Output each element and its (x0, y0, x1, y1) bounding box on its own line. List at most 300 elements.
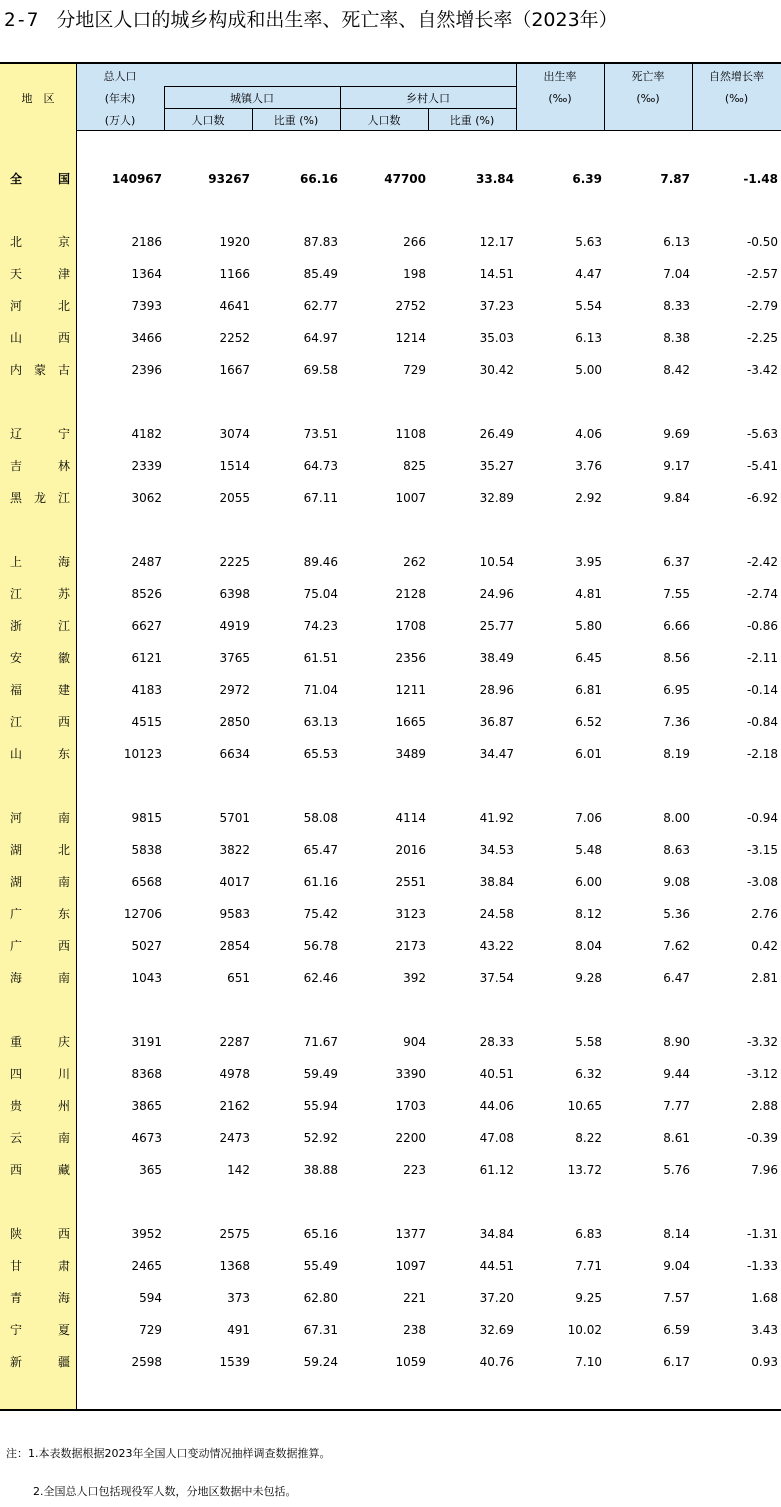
region-name: 新 疆 (10, 1355, 70, 1369)
cell-birth: 6.39 (572, 172, 602, 186)
cell-rural-pct: 25.77 (479, 619, 514, 633)
table-row (0, 968, 781, 988)
cell-growth: -2.42 (746, 555, 778, 569)
cell-rural: 2200 (395, 1131, 426, 1145)
cell-rural-pct: 38.49 (479, 651, 514, 665)
table-row (0, 872, 781, 892)
cell-urban: 4017 (219, 875, 250, 889)
region-name: 青 海 (10, 1291, 70, 1305)
cell-rural: 729 (403, 363, 426, 377)
cell-total: 3466 (131, 331, 162, 345)
header-urban-population: 人口数 (191, 114, 225, 127)
cell-urban-pct: 71.67 (303, 1035, 338, 1049)
table-row (0, 232, 781, 252)
region-name: 广 东 (10, 907, 70, 921)
region-name: 天 津 (10, 267, 70, 281)
cell-rural: 2752 (395, 299, 426, 313)
region-name: 河 北 (10, 299, 70, 313)
cell-urban-pct: 61.51 (303, 651, 338, 665)
cell-rural-pct: 35.03 (479, 331, 514, 345)
cell-death: 6.95 (663, 683, 690, 697)
cell-urban-pct: 55.49 (303, 1259, 338, 1273)
cell-rural: 4114 (395, 811, 426, 825)
cell-rural: 1708 (395, 619, 426, 633)
cell-death: 6.66 (663, 619, 690, 633)
cell-total: 6627 (131, 619, 162, 633)
table-row (0, 744, 781, 764)
header-rural-share: 比重 (%) (449, 114, 495, 127)
cell-death: 8.33 (663, 299, 690, 313)
header-natural-growth: 自然增长率 (709, 70, 764, 83)
cell-urban-pct: 38.88 (303, 1163, 338, 1177)
cell-urban-pct: 52.92 (303, 1131, 338, 1145)
cell-rural: 904 (403, 1035, 426, 1049)
cell-urban: 2473 (219, 1131, 250, 1145)
cell-rural: 47700 (384, 172, 426, 186)
cell-total: 3191 (131, 1035, 162, 1049)
table-row (0, 712, 781, 732)
cell-death: 9.08 (663, 875, 690, 889)
cell-birth: 5.63 (575, 235, 602, 249)
cell-rural: 392 (403, 971, 426, 985)
header-rural: 乡村人口 (406, 92, 450, 105)
cell-urban-pct: 66.16 (300, 172, 338, 186)
cell-growth: -5.41 (746, 459, 778, 473)
cell-rural: 221 (403, 1291, 426, 1305)
cell-urban: 142 (227, 1163, 250, 1177)
cell-birth: 10.65 (567, 1099, 602, 1113)
region-name: 安 徽 (10, 651, 70, 665)
cell-urban-pct: 61.16 (303, 875, 338, 889)
cell-total: 3952 (131, 1227, 162, 1241)
cell-urban-pct: 74.23 (303, 619, 338, 633)
cell-rural: 2356 (395, 651, 426, 665)
cell-urban: 1368 (219, 1259, 250, 1273)
cell-death: 8.42 (663, 363, 690, 377)
cell-urban-pct: 65.16 (303, 1227, 338, 1241)
cell-birth: 6.81 (575, 683, 602, 697)
table-body (0, 130, 781, 1409)
table-row (0, 1128, 781, 1148)
cell-growth: -2.57 (746, 267, 778, 281)
cell-rural-pct: 32.89 (479, 491, 514, 505)
cell-rural-pct: 38.84 (479, 875, 514, 889)
cell-total: 2396 (131, 363, 162, 377)
cell-death: 8.19 (663, 747, 690, 761)
table-title-text: 分地区人口的城乡构成和出生率、死亡率、自然增长率（2023年） (56, 9, 618, 31)
cell-total: 4515 (131, 715, 162, 729)
cell-death: 7.62 (663, 939, 690, 953)
cell-rural-pct: 28.96 (479, 683, 514, 697)
cell-urban: 9583 (219, 907, 250, 921)
cell-growth: -1.33 (746, 1259, 778, 1273)
cell-total: 12706 (123, 907, 162, 921)
cell-urban: 1920 (219, 235, 250, 249)
cell-growth: 2.88 (751, 1099, 778, 1113)
cell-birth: 10.02 (567, 1323, 602, 1337)
cell-death: 7.57 (663, 1291, 690, 1305)
cell-urban: 4641 (219, 299, 250, 313)
cell-growth: -2.79 (746, 299, 778, 313)
cell-rural: 1108 (395, 427, 426, 441)
cell-urban: 1514 (219, 459, 250, 473)
table-row (0, 488, 781, 508)
region-name: 吉 林 (10, 459, 70, 473)
cell-growth: 1.68 (751, 1291, 778, 1305)
cell-total: 10123 (123, 747, 162, 761)
cell-birth: 7.10 (575, 1355, 602, 1369)
cell-rural-pct: 24.96 (479, 587, 514, 601)
cell-urban: 2287 (219, 1035, 250, 1049)
cell-growth: -2.25 (746, 331, 778, 345)
cell-rural-pct: 40.76 (479, 1355, 514, 1369)
cell-total: 140967 (111, 172, 162, 186)
cell-total: 3062 (131, 491, 162, 505)
cell-birth: 5.54 (575, 299, 602, 313)
cell-growth: -1.48 (743, 172, 778, 186)
cell-rural-pct: 32.69 (479, 1323, 514, 1337)
cell-urban-pct: 75.04 (303, 587, 338, 601)
cell-urban: 2162 (219, 1099, 250, 1113)
cell-rural-pct: 33.84 (476, 172, 514, 186)
table-row (0, 424, 781, 444)
cell-death: 7.04 (663, 267, 690, 281)
cell-rural: 2551 (395, 875, 426, 889)
cell-growth: 3.43 (751, 1323, 778, 1337)
region-name: 海 南 (10, 971, 70, 985)
cell-death: 8.56 (663, 651, 690, 665)
cell-birth: 9.28 (575, 971, 602, 985)
cell-growth: 7.96 (751, 1163, 778, 1177)
cell-birth: 6.32 (575, 1067, 602, 1081)
cell-rural-pct: 44.51 (479, 1259, 514, 1273)
region-name: 河 南 (10, 811, 70, 825)
cell-urban-pct: 55.94 (303, 1099, 338, 1113)
cell-urban: 6634 (219, 747, 250, 761)
cell-death: 9.44 (663, 1067, 690, 1081)
header-urban: 城镇人口 (230, 92, 274, 105)
cell-rural-pct: 43.22 (479, 939, 514, 953)
region-name: 江 西 (10, 715, 70, 729)
header-birth-rate: 出生率 (543, 70, 577, 83)
cell-rural-pct: 24.58 (479, 907, 514, 921)
cell-birth: 4.81 (575, 587, 602, 601)
cell-rural: 262 (403, 555, 426, 569)
cell-urban-pct: 73.51 (303, 427, 338, 441)
header-total-unit: (万人) (104, 114, 136, 127)
region-name: 江 苏 (10, 587, 70, 601)
header-birth-rate-unit: (‰) (548, 92, 572, 105)
cell-birth: 6.45 (575, 651, 602, 665)
cell-urban-pct: 67.31 (303, 1323, 338, 1337)
cell-urban-pct: 64.97 (303, 331, 338, 345)
cell-urban: 2854 (219, 939, 250, 953)
cell-death: 9.04 (663, 1259, 690, 1273)
cell-urban: 3822 (219, 843, 250, 857)
table-row (0, 1032, 781, 1052)
cell-urban-pct: 62.80 (303, 1291, 338, 1305)
cell-rural: 1665 (395, 715, 426, 729)
cell-rural-pct: 37.23 (479, 299, 514, 313)
cell-birth: 6.52 (575, 715, 602, 729)
table-row (0, 1352, 781, 1372)
cell-urban: 491 (227, 1323, 250, 1337)
cell-total: 5838 (131, 843, 162, 857)
cell-urban-pct: 59.49 (303, 1067, 338, 1081)
cell-growth: -0.39 (746, 1131, 778, 1145)
cell-birth: 3.95 (575, 555, 602, 569)
cell-urban-pct: 64.73 (303, 459, 338, 473)
cell-death: 6.17 (663, 1355, 690, 1369)
cell-growth: -3.32 (746, 1035, 778, 1049)
table-row (0, 264, 781, 284)
cell-total: 2465 (131, 1259, 162, 1273)
table-row (0, 904, 781, 924)
cell-death: 7.87 (660, 172, 690, 186)
cell-urban: 2850 (219, 715, 250, 729)
cell-growth: -0.86 (746, 619, 778, 633)
cell-rural-pct: 30.42 (479, 363, 514, 377)
cell-birth: 3.76 (575, 459, 602, 473)
header-natural-growth-unit: (‰) (724, 92, 749, 105)
table-row (0, 680, 781, 700)
region-name: 四 川 (10, 1067, 70, 1081)
cell-growth: -3.12 (746, 1067, 778, 1081)
header-rural-population: 人口数 (367, 114, 401, 127)
cell-urban: 2575 (219, 1227, 250, 1241)
cell-total: 7393 (131, 299, 162, 313)
cell-total: 3865 (131, 1099, 162, 1113)
cell-rural-pct: 36.87 (479, 715, 514, 729)
cell-urban: 4978 (219, 1067, 250, 1081)
cell-urban-pct: 71.04 (303, 683, 338, 697)
region-name: 北 京 (10, 235, 70, 249)
cell-urban: 1539 (219, 1355, 250, 1369)
region-name: 福 建 (10, 683, 70, 697)
table-row (0, 1064, 781, 1084)
table-row (0, 616, 781, 636)
cell-death: 8.00 (663, 811, 690, 825)
header-urban-share: 比重 (%) (273, 114, 319, 127)
cell-urban-pct: 62.77 (303, 299, 338, 313)
region-name: 黑龙江 (10, 491, 70, 505)
region-name: 全 国 (10, 172, 70, 186)
table-row (0, 808, 781, 828)
table-row (0, 296, 781, 316)
region-name: 广 西 (10, 939, 70, 953)
cell-growth: -1.31 (746, 1227, 778, 1241)
cell-total: 4182 (131, 427, 162, 441)
cell-death: 7.55 (663, 587, 690, 601)
cell-rural-pct: 14.51 (479, 267, 514, 281)
cell-urban: 3765 (219, 651, 250, 665)
cell-urban: 2055 (219, 491, 250, 505)
cell-growth: -6.92 (746, 491, 778, 505)
cell-total: 365 (139, 1163, 162, 1177)
cell-total: 1043 (131, 971, 162, 985)
cell-urban-pct: 69.58 (303, 363, 338, 377)
note-1: 注：1.本表数据根据2023年全国人口变动情况抽样调查数据推算。 (6, 1447, 331, 1460)
table-row (0, 1096, 781, 1116)
table-row (0, 552, 781, 572)
region-name: 湖 南 (10, 875, 70, 889)
cell-total: 2487 (131, 555, 162, 569)
cell-total: 9815 (131, 811, 162, 825)
cell-rural: 1097 (395, 1259, 426, 1273)
region-name: 辽 宁 (10, 427, 70, 441)
cell-rural-pct: 35.27 (479, 459, 514, 473)
header-total: 总人口 (103, 70, 137, 83)
table-title (4, 4, 618, 36)
table-row (0, 840, 781, 860)
table-row (0, 1160, 781, 1180)
table-row (0, 648, 781, 668)
cell-total: 2186 (131, 235, 162, 249)
cell-rural: 3489 (395, 747, 426, 761)
cell-death: 8.63 (663, 843, 690, 857)
cell-birth: 5.58 (575, 1035, 602, 1049)
cell-urban: 3074 (219, 427, 250, 441)
cell-rural-pct: 28.33 (479, 1035, 514, 1049)
cell-death: 6.13 (663, 235, 690, 249)
cell-rural-pct: 34.53 (479, 843, 514, 857)
cell-birth: 6.01 (575, 747, 602, 761)
cell-growth: -3.08 (746, 875, 778, 889)
region-name: 云 南 (10, 1131, 70, 1145)
cell-rural: 1007 (395, 491, 426, 505)
cell-total: 4673 (131, 1131, 162, 1145)
cell-death: 8.90 (663, 1035, 690, 1049)
cell-rural: 1377 (395, 1227, 426, 1241)
cell-urban-pct: 56.78 (303, 939, 338, 953)
cell-rural-pct: 34.47 (479, 747, 514, 761)
cell-death: 6.59 (663, 1323, 690, 1337)
cell-birth: 9.25 (575, 1291, 602, 1305)
table-row (0, 1256, 781, 1276)
cell-urban: 93267 (208, 172, 250, 186)
cell-death: 7.77 (663, 1099, 690, 1113)
cell-birth: 7.06 (575, 811, 602, 825)
cell-rural: 238 (403, 1323, 426, 1337)
cell-urban: 5701 (219, 811, 250, 825)
cell-total: 594 (139, 1291, 162, 1305)
table-row (0, 360, 781, 380)
cell-death: 9.17 (663, 459, 690, 473)
cell-total: 6121 (131, 651, 162, 665)
cell-birth: 5.00 (575, 363, 602, 377)
cell-death: 7.36 (663, 715, 690, 729)
header-death-rate-unit: (‰) (636, 92, 660, 105)
cell-growth: -0.14 (746, 683, 778, 697)
table-row (0, 1288, 781, 1308)
header-region: 地 区 (21, 92, 55, 105)
cell-birth: 6.83 (575, 1227, 602, 1241)
cell-growth: -3.15 (746, 843, 778, 857)
region-name: 宁 夏 (10, 1323, 70, 1337)
cell-rural: 2128 (395, 587, 426, 601)
cell-rural-pct: 10.54 (479, 555, 514, 569)
cell-growth: 2.76 (751, 907, 778, 921)
region-name: 陕 西 (10, 1227, 70, 1241)
cell-birth: 8.22 (575, 1131, 602, 1145)
cell-urban: 2252 (219, 331, 250, 345)
cell-rural-pct: 47.08 (479, 1131, 514, 1145)
cell-total: 8526 (131, 587, 162, 601)
cell-rural: 3123 (395, 907, 426, 921)
region-name: 浙 江 (10, 619, 70, 633)
cell-death: 8.38 (663, 331, 690, 345)
cell-death: 9.69 (663, 427, 690, 441)
cell-total: 2598 (131, 1355, 162, 1369)
cell-birth: 6.13 (575, 331, 602, 345)
header-divider (164, 86, 516, 87)
cell-urban-pct: 65.47 (303, 843, 338, 857)
cell-death: 5.76 (663, 1163, 690, 1177)
bottom-rule (0, 1409, 781, 1411)
cell-rural-pct: 44.06 (479, 1099, 514, 1113)
cell-birth: 4.47 (575, 267, 602, 281)
cell-death: 8.61 (663, 1131, 690, 1145)
cell-death: 5.36 (663, 907, 690, 921)
region-name: 重 庆 (10, 1035, 70, 1049)
cell-urban-pct: 65.53 (303, 747, 338, 761)
table-number: 2-7 (4, 9, 39, 31)
region-name: 山 西 (10, 331, 70, 345)
cell-urban-pct: 85.49 (303, 267, 338, 281)
cell-total: 5027 (131, 939, 162, 953)
cell-urban: 651 (227, 971, 250, 985)
cell-urban: 373 (227, 1291, 250, 1305)
cell-rural: 2016 (395, 843, 426, 857)
cell-urban-pct: 75.42 (303, 907, 338, 921)
table-row (0, 1224, 781, 1244)
cell-growth: 2.81 (751, 971, 778, 985)
cell-rural: 825 (403, 459, 426, 473)
cell-growth: -2.18 (746, 747, 778, 761)
region-name: 山 东 (10, 747, 70, 761)
cell-urban-pct: 62.46 (303, 971, 338, 985)
cell-birth: 4.06 (575, 427, 602, 441)
region-name: 贵 州 (10, 1099, 70, 1113)
cell-growth: 0.93 (751, 1355, 778, 1369)
region-name: 内蒙古 (10, 363, 70, 377)
cell-growth: -3.42 (746, 363, 778, 377)
table-row (0, 169, 781, 189)
cell-growth: -2.74 (746, 587, 778, 601)
region-name: 上 海 (10, 555, 70, 569)
cell-rural-pct: 37.20 (479, 1291, 514, 1305)
table-row (0, 584, 781, 604)
cell-urban: 1667 (219, 363, 250, 377)
cell-rural-pct: 61.12 (479, 1163, 514, 1177)
region-name: 甘 肃 (10, 1259, 70, 1273)
cell-total: 4183 (131, 683, 162, 697)
cell-urban-pct: 89.46 (303, 555, 338, 569)
cell-growth: -0.94 (746, 811, 778, 825)
cell-urban: 2972 (219, 683, 250, 697)
region-name: 西 藏 (10, 1163, 70, 1177)
cell-rural: 1059 (395, 1355, 426, 1369)
cell-birth: 5.48 (575, 843, 602, 857)
header-total-yearend: (年末) (104, 92, 136, 105)
cell-rural: 3390 (395, 1067, 426, 1081)
cell-rural: 2173 (395, 939, 426, 953)
cell-rural: 1211 (395, 683, 426, 697)
table-row (0, 328, 781, 348)
cell-rural-pct: 40.51 (479, 1067, 514, 1081)
cell-total: 729 (139, 1323, 162, 1337)
cell-birth: 6.00 (575, 875, 602, 889)
